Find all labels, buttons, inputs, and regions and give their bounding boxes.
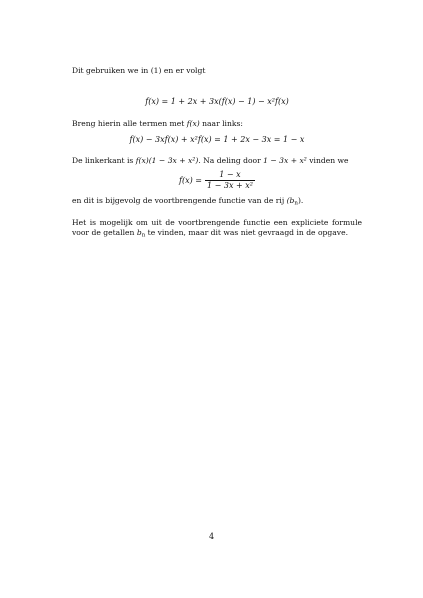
paragraph-3-text-mid: . Na deling door bbox=[198, 156, 264, 165]
paragraph-3 bbox=[72, 156, 362, 166]
paragraph-4-math: (b bbox=[286, 196, 295, 205]
paragraph-4-text: en dit is bijgevolg de voortbrengende functie van de rij bbox=[72, 196, 287, 205]
equation-3 bbox=[72, 170, 362, 191]
paragraph-3-text: De linkerkant is bbox=[72, 156, 136, 165]
paragraph-4-text-end: ). bbox=[297, 196, 304, 205]
paragraph-5-text: Het is mogelijk om uit de voortbrengende functie een expliciete formule voor de getallen bbox=[72, 218, 362, 238]
equation-3-lhs: f(x) = bbox=[179, 176, 202, 185]
paragraph-5-math: b bbox=[136, 228, 142, 238]
paragraph-5-subscript: n bbox=[141, 232, 146, 239]
fraction-numerator: 1 − x bbox=[219, 170, 241, 179]
paragraph-3-math-1: f(x)(1 − 3x + x²) bbox=[135, 156, 199, 165]
paragraph-2-text-end: naar links: bbox=[199, 119, 243, 128]
paragraph-5 bbox=[72, 218, 362, 238]
paragraph-3-text-end: vinden we bbox=[306, 156, 349, 165]
equation-2: f(x) − 3xf(x) + x²f(x) = 1 + 2x − 3x = 1 − x bbox=[129, 135, 305, 144]
paragraph-3-math-2: 1 − 3x + x² bbox=[263, 156, 307, 165]
paragraph-4 bbox=[72, 196, 362, 206]
paragraph-5-text-end: te vinden, maar dit was niet gevraagd in de opgave. bbox=[145, 228, 348, 238]
paragraph-4-subscript: n bbox=[294, 200, 298, 207]
paragraph-2-text: Breng hierin alle termen met bbox=[72, 119, 187, 128]
page-number: 4 bbox=[208, 532, 215, 541]
paragraph-1: Dit gebruiken we in (1) en er volgt bbox=[72, 66, 206, 75]
paragraph-2-math: f(x) bbox=[186, 119, 200, 128]
paragraph-2 bbox=[72, 119, 362, 129]
equation-1: f(x) = 1 + 2x + 3x(f(x) − 1) − x²f(x) bbox=[145, 97, 289, 106]
equation-3-fraction bbox=[205, 170, 255, 191]
fraction-denominator: 1 − 3x + x² bbox=[206, 181, 253, 190]
